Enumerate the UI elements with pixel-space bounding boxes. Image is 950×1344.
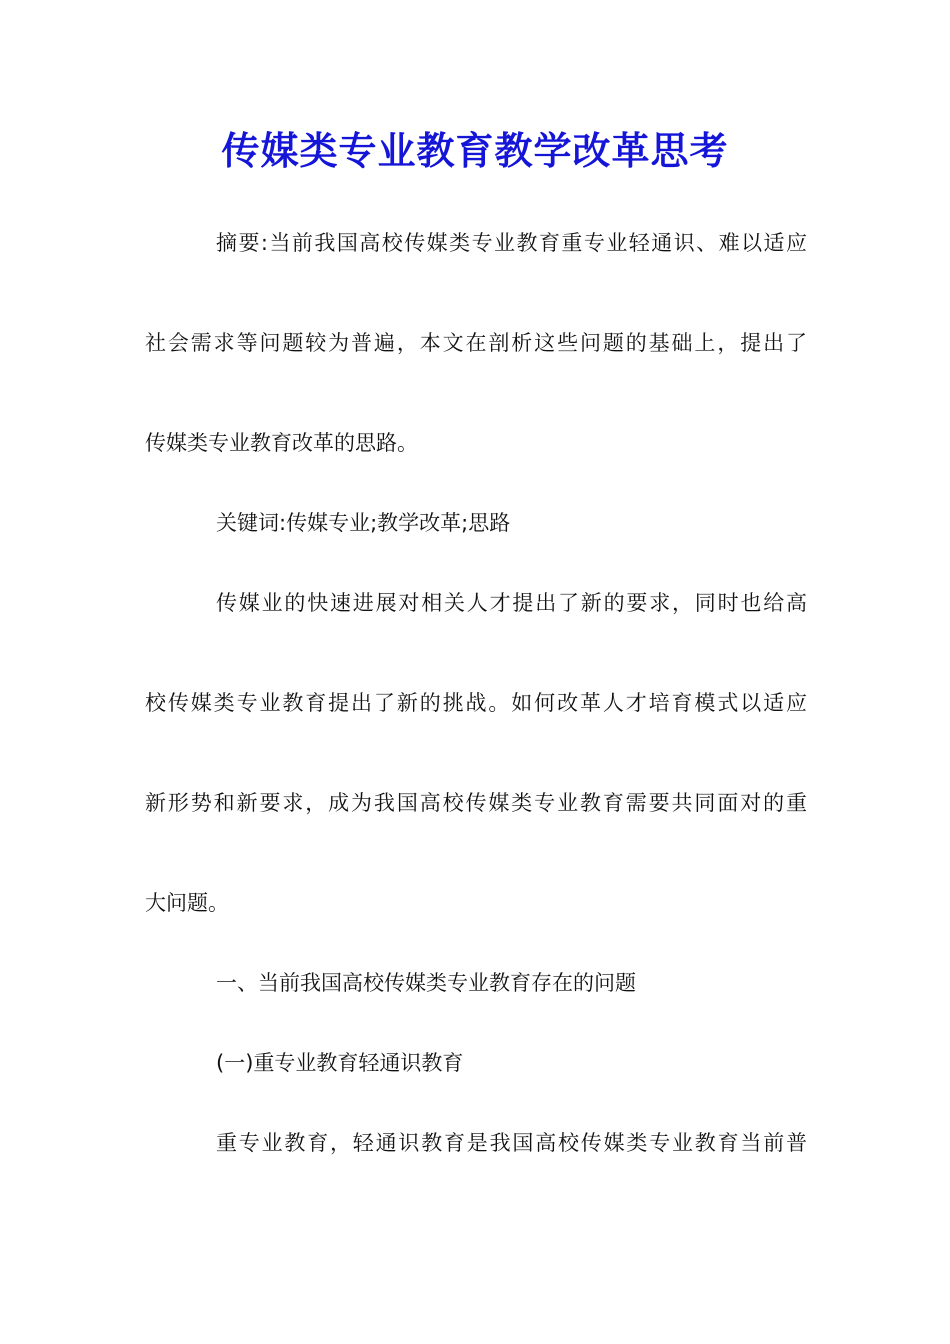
intro-line-4: 大问题。 (145, 891, 229, 915)
body-line-1: 重专业教育，轻通识教育是我国高校传媒类专业教育当前普 (216, 1131, 807, 1155)
subsection-heading-1: (一)重专业教育轻通识教育 (216, 1051, 464, 1075)
keywords-line: 关键词:传媒专业;教学改革;思路 (216, 511, 511, 535)
abstract-line-3: 传媒类专业教育改革的思路。 (145, 431, 418, 455)
document-title: 传媒类专业教育教学改革思考 (221, 128, 729, 173)
section-heading-1: 一、当前我国高校传媒类专业教育存在的问题 (216, 971, 636, 995)
intro-line-2: 校传媒类专业教育提出了新的挑战。如何改革人才培育模式以适应 (145, 691, 807, 715)
intro-line-1: 传媒业的快速进展对相关人才提出了新的要求，同时也给高 (216, 591, 807, 615)
intro-line-3: 新形势和新要求，成为我国高校传媒类专业教育需要共同面对的重 (145, 791, 807, 815)
abstract-line-2: 社会需求等问题较为普遍，本文在剖析这些问题的基础上，提出了 (145, 331, 807, 355)
abstract-line-1: 摘要:当前我国高校传媒类专业教育重专业轻通识、难以适应 (216, 231, 807, 255)
